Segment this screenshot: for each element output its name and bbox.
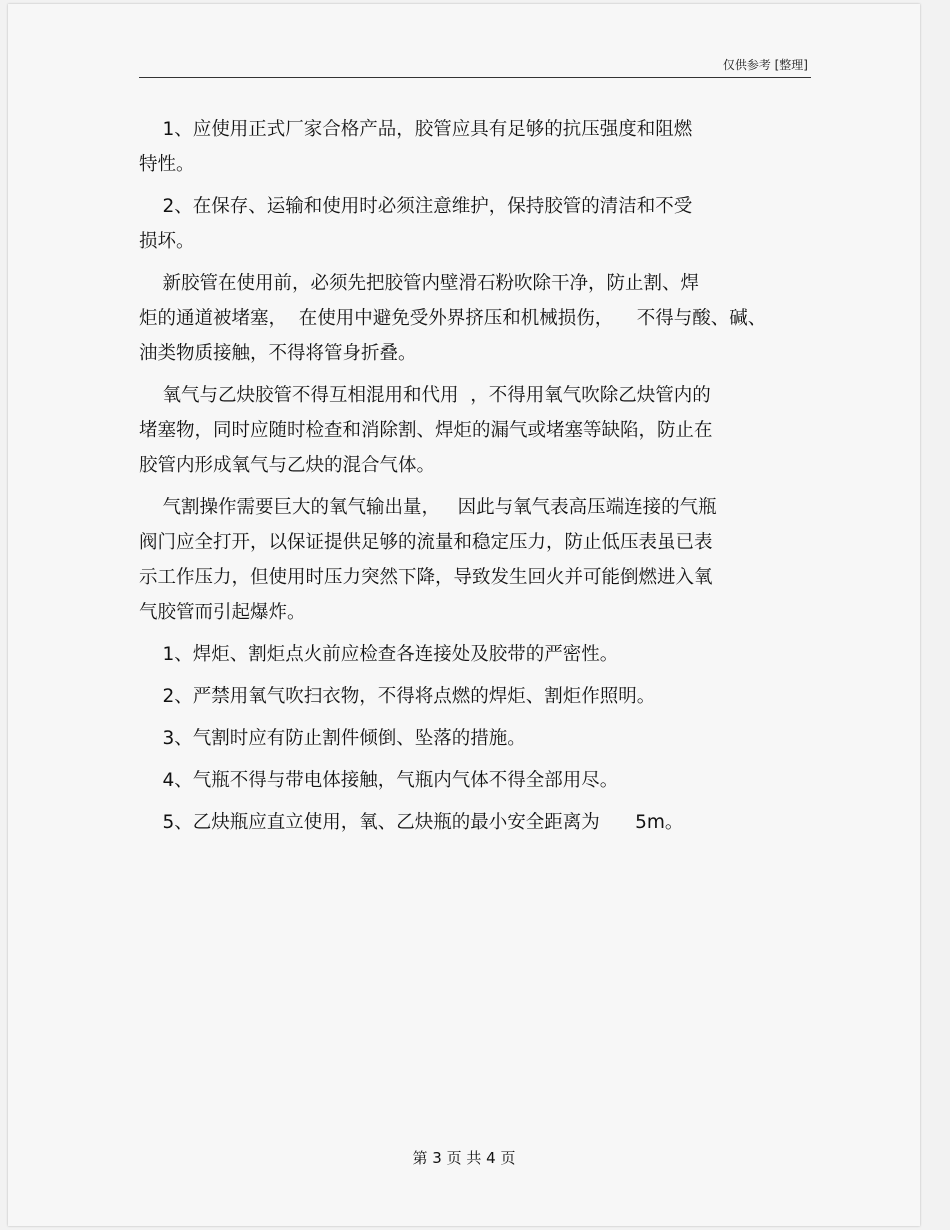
text-line: 胶管内形成氧气与乙炔的混合气体。 — [139, 455, 436, 476]
text-line: 2、严禁用氧气吹扫衣物，不得将点燃的焊炬、割炬作照明。 — [139, 686, 656, 707]
text-line: 堵塞物，同时应随时检查和消除割、焊炬的漏气或堵塞等缺陷，防止在 — [139, 420, 713, 441]
paragraph — [139, 679, 839, 714]
header-rule — [139, 77, 811, 78]
text-line: 1、应使用正式厂家合格产品，胶管应具有足够的抗压强度和阻燃 — [139, 119, 693, 140]
text-line: 气胶管而引起爆炸。 — [139, 602, 306, 623]
text-line: 2、在保存、运输和使用时必须注意维护，保持胶管的清洁和不受 — [139, 196, 693, 217]
paragraph — [139, 378, 839, 483]
text-line: 气割操作需要巨大的氧气输出量， 因此与氧气表高压端连接的气瓶 — [139, 497, 717, 518]
paragraph — [139, 490, 839, 630]
page-footer: 第 3 页 共 4 页 — [412, 1149, 516, 1167]
text-line: 油类物质接触，不得将管身折叠。 — [139, 343, 417, 364]
text-line: 4、气瓶不得与带电体接触，气瓶内气体不得全部用尽。 — [139, 770, 619, 791]
text-line: 5、乙炔瓶应直立使用，氧、乙炔瓶的最小安全距离为 5m。 — [139, 812, 684, 833]
document-page — [8, 4, 920, 1226]
text-line: 新胶管在使用前，必须先把胶管内壁滑石粉吹除干净，防止割、焊 — [139, 273, 700, 294]
paragraph — [139, 189, 839, 259]
text-line: 炬的通道被堵塞， 在使用中避免受外界挤压和机械损伤， 不得与酸、碱、 — [139, 308, 767, 329]
text-line: 特性。 — [139, 154, 195, 175]
paragraph — [139, 112, 839, 182]
text-line: 示工作压力，但使用时压力突然下降，导致发生回火并可能倒燃进入氧 — [139, 567, 713, 588]
paragraph — [139, 805, 839, 840]
text-line: 1、焊炬、割炬点火前应检查各连接处及胶带的严密性。 — [139, 644, 619, 665]
text-line: 3、气割时应有防止割件倾倒、坠落的措施。 — [139, 728, 526, 749]
body-text — [139, 112, 839, 847]
paragraph — [139, 637, 839, 672]
page-header: 仅供参考 [整理] — [722, 58, 808, 72]
paragraph — [139, 266, 839, 371]
text-line: 氧气与乙炔胶管不得互相混用和代用 ，不得用氧气吹除乙炔管内的 — [139, 385, 711, 406]
text-line: 阀门应全打开，以保证提供足够的流量和稳定压力，防止低压表虽已表 — [139, 532, 713, 553]
paragraph — [139, 763, 839, 798]
paragraph — [139, 721, 839, 756]
text-line: 损坏。 — [139, 231, 195, 252]
